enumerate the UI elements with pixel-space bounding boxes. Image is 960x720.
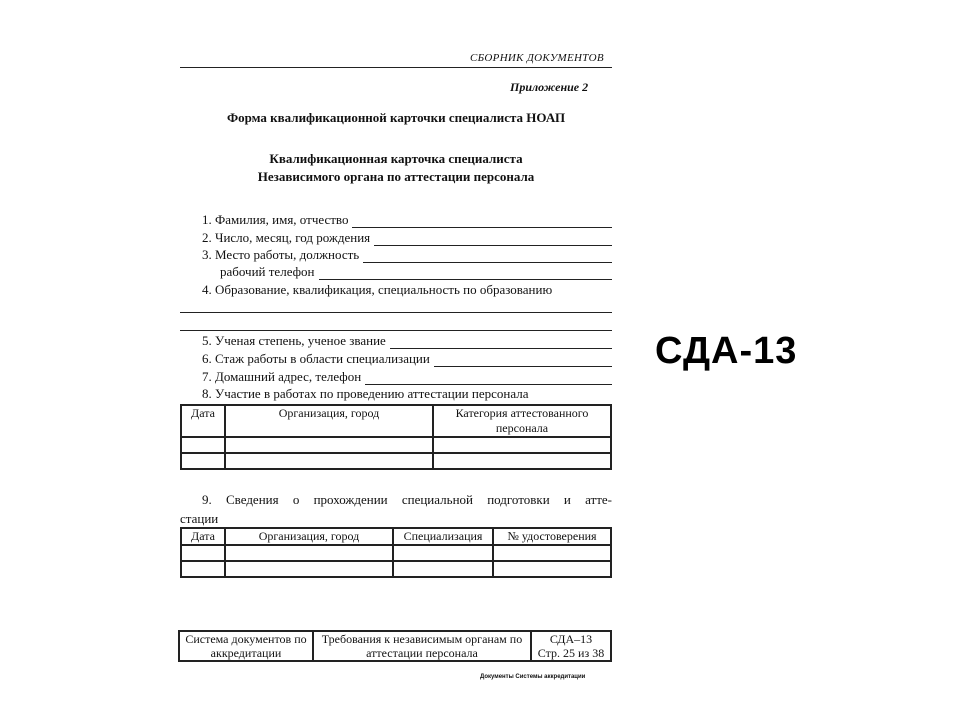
- col-organization: Организация, город: [225, 528, 393, 545]
- field-name-line: [352, 215, 612, 228]
- field-education: 4. Образование, квалификация, специальность по образованию: [202, 282, 553, 297]
- field-birthdate-line: [374, 233, 612, 246]
- footer-doc-info: [531, 631, 611, 661]
- field-experience: 6. Стаж работы в области специализации: [202, 351, 612, 367]
- col-specialization: Специализация: [393, 528, 493, 545]
- field-work-phone: рабочий телефон: [220, 264, 612, 280]
- field-home-address: 7. Домашний адрес, телефон: [202, 369, 612, 385]
- footer-doc-code: СДА–13: [549, 632, 593, 646]
- field-workplace: 3. Место работы, должность: [202, 247, 612, 263]
- field-home-address-line: [365, 372, 612, 385]
- table-header-row: [181, 528, 611, 545]
- table-row: [181, 453, 611, 469]
- education-line-2: [180, 330, 612, 331]
- footer-note: Документы Системы аккредитации: [480, 674, 586, 680]
- collection-header: СБОРНИК ДОКУМЕНТОВ: [470, 52, 604, 64]
- footer-page-number: Стр. 25 из 38: [537, 646, 605, 660]
- appendix-label: Приложение 2: [510, 80, 589, 94]
- card-title: [180, 150, 612, 186]
- table-row: [181, 545, 611, 561]
- section-9-line1: 9. Сведения о прохождении специальной подготовки и атте-: [202, 492, 612, 507]
- field-work-phone-line: [319, 267, 613, 280]
- col-certificate-number: № удостоверения: [493, 528, 611, 545]
- col-date: Дата: [181, 528, 225, 545]
- footer-system: Система документов по аккредитации: [179, 631, 313, 661]
- form-title: Форма квалификационной карточки специалиста НОАП: [226, 110, 566, 125]
- education-line-1: [180, 312, 612, 313]
- table-row: [181, 437, 611, 453]
- table-row: [181, 561, 611, 577]
- participation-table: [180, 404, 612, 470]
- document-code-label: СДА-13: [655, 330, 798, 372]
- field-name: 1. Фамилия, имя, отчество: [202, 212, 612, 228]
- field-degree: 5. Ученая степень, ученое звание: [202, 333, 612, 349]
- field-birthdate: 2. Число, месяц, год рождения: [202, 230, 612, 246]
- card-title-line1: Квалификационная карточка специалиста: [269, 151, 523, 166]
- section-9: [180, 490, 612, 528]
- footer-requirements: Требования к независимым органам по аттестации персонала: [313, 631, 531, 661]
- field-workplace-line: [363, 250, 612, 263]
- field-degree-line: [390, 336, 612, 349]
- table-header-row: [181, 405, 611, 437]
- field-experience-line: [434, 354, 612, 367]
- footer-table: [178, 630, 612, 662]
- section-9-line2: стации: [180, 511, 219, 526]
- col-organization: Организация, город: [225, 405, 433, 437]
- col-category: Категория аттестованного персонала: [433, 405, 611, 437]
- header-rule: [180, 67, 612, 68]
- card-title-line2: Независимого органа по аттестации персонала: [257, 169, 535, 184]
- training-table: [180, 527, 612, 578]
- field-participation: 8. Участие в работах по проведению аттестации персонала: [202, 386, 529, 401]
- col-date: Дата: [181, 405, 225, 437]
